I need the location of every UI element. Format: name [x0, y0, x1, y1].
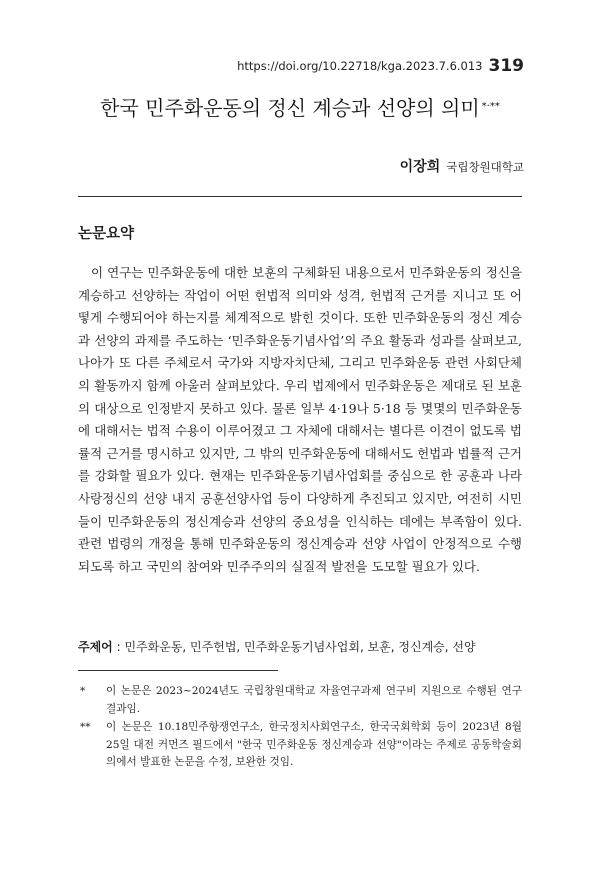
footnote-item [78, 719, 522, 772]
keywords-separator: : [112, 640, 125, 654]
keywords-line [78, 638, 528, 655]
author-name: 이장희 [399, 159, 441, 175]
footnotes [78, 683, 522, 773]
footnote-mark: * [80, 685, 86, 697]
paper-title [0, 92, 600, 121]
footnote-text: 이 논문은 10.18민주항쟁연구소, 한국정치사회연구소, 한국국회학회 등이 2023년 8월 25일 대전 커먼즈 필드에서 "한국 민주화운동 정신계승과 선양"이라는 주제로 공동학술회의에서 발표한 논문을 수정, 보완한 것임. [106, 721, 522, 769]
abstract-body: 이 연구는 민주화운동에 대한 보훈의 구체화된 내용으로서 민주화운동의 정신을 계승하고 선양하는 작업이 어떤 헌법적 의미와 성격, 헌법적 근거를 지니고 또 어떻게 수행되어야 하는지를 체계적으로 밝힌 것이다. 또한 민주화운동의 정신 계승과 선양의 과제를 주도하는 ‘민주화운동기념사업’의 주요 활동과 성과를 살펴보고, 나아가 또 다른 주체로서 국가와 지방자치단체, 그리고 민주화운동 관련 사회단체의 활동까지 함께 아울러 살펴보았다. 우리 법제에서 민주화운동은 제대로 된 보훈의 대상으로 인정받지 못하고 있다. 물론 일부 4·19나 5·18 등 몇몇의 민주화운동에 대해서는 법적 수용이 이루어졌고 그 자체에 대해서는 별다른 이견이 없도록 법률적 근거를 명시하고 있지만, 그 밖의 민주화운동에 대해서도 헌법과 법률적 근거를 강화할 필요가 있다. 현재는 민주화운동기념사업회를 중심으로 한 공훈과 나라사랑정신의 선양 내지 공훈선양사업 등이 다양하게 추진되고 있지만, 여전히 시민들이 민주화운동의 정신계승과 선양의 중요성을 인식하는 데에는 부족함이 있다. 관련 법령의 개정을 통해 민주화운동의 정신계승과 선양 사업이 안정적으로 수행되도록 하고 국민의 참여와 민주주의의 실질적 발전을 도모할 필요가 있다. [78, 265, 522, 574]
author-line [400, 156, 524, 176]
keywords-list: 민주화운동, 민주헌법, 민주화운동기념사업회, 보훈, 정신계승, 선양 [124, 640, 476, 654]
author-affiliation: 국립창원대학교 [446, 160, 524, 174]
paper-title-text: 한국 민주화운동의 정신 계승과 선양의 의미 [100, 96, 480, 120]
footnote-divider [78, 670, 278, 671]
doi-link[interactable]: https://doi.org/10.22718/kga.2023.7.6.013 [237, 59, 483, 73]
header-divider [78, 196, 522, 197]
footnote-text: 이 논문은 2023~2024년도 국립창원대학교 자율연구과제 연구비 지원으로 수행된 연구결과임. [106, 685, 522, 715]
footnote-mark: ** [80, 721, 91, 734]
footnote-item [78, 683, 522, 718]
running-header [237, 56, 524, 76]
title-footnote-marks[interactable]: *·** [481, 101, 500, 112]
keywords-label: 주제어 [78, 640, 113, 654]
page-number: 319 [488, 56, 524, 76]
abstract-heading: 논문요약 [78, 226, 135, 242]
